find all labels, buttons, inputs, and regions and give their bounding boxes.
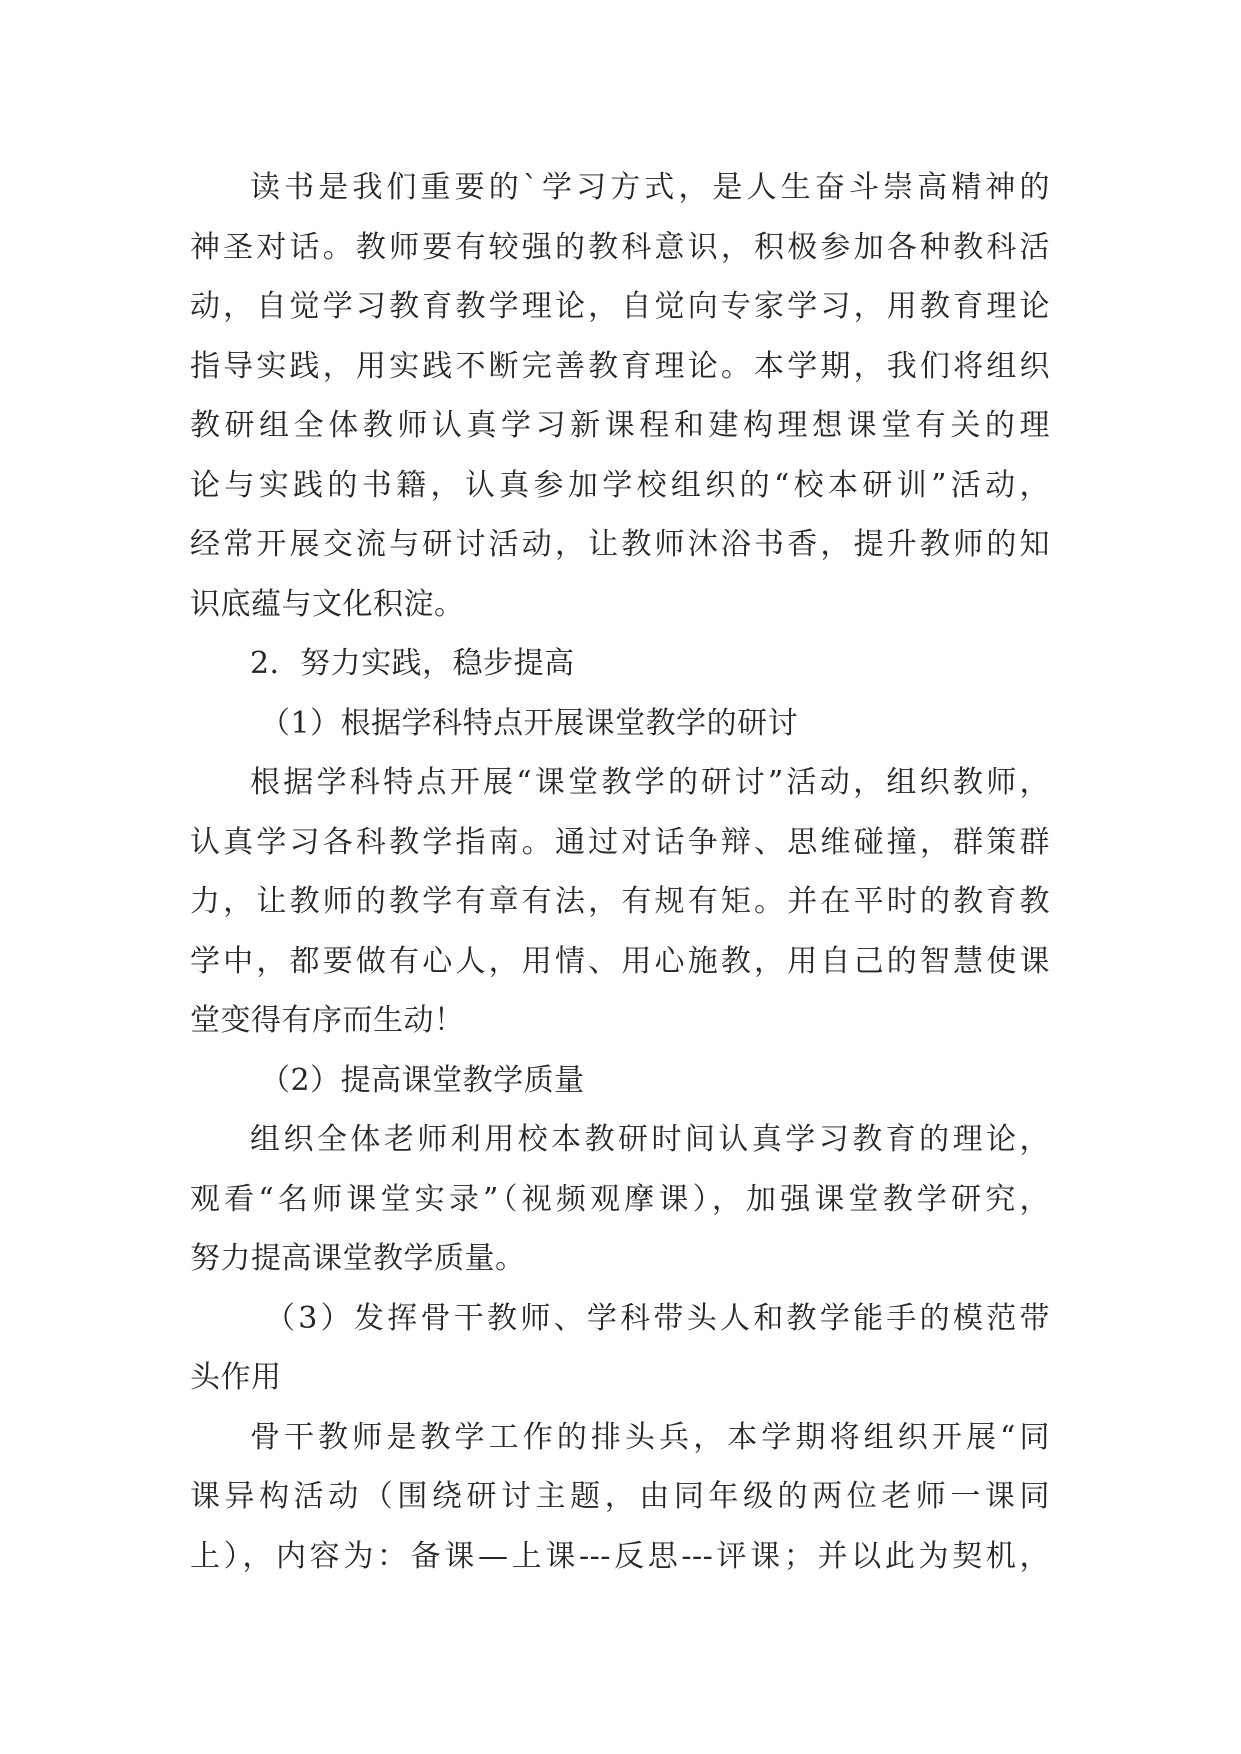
section-heading: 2．努力实践，稳步提高 <box>250 646 575 681</box>
subsection-heading-continued: 头作用 <box>190 1360 282 1395</box>
paragraph-line: 识底蕴与文化积淀。 <box>190 586 465 622</box>
document-body <box>190 158 1050 1586</box>
paragraph-line: 观看“名师课堂实录”（视频观摩课），加强课堂教学研究， <box>190 1181 1050 1217</box>
paragraph-line: 根据学科特点开展“课堂教学的研讨”活动，组织教师， <box>250 765 1050 800</box>
paragraph-line: 认真学习各科教学指南。通过对话争辩、思维碰撞，群策群 <box>190 824 1050 860</box>
paragraph-line: 经常开展交流与研讨活动，让教师沐浴书香，提升教师的知 <box>190 527 1050 562</box>
paragraph-line: 论与实践的书籍，认真参加学校组织的“校本研训”活动， <box>190 467 1050 503</box>
paragraph-line: 指导实践，用实践不断完善教育理论。本学期，我们将组织 <box>190 348 1050 384</box>
paragraph-line: 课异构活动（围绕研讨主题，由同年级的两位老师一课同 <box>190 1479 1050 1514</box>
paragraph-line: 上），内容为：备课—上课---反思---评课；并以此为契机， <box>190 1538 1050 1574</box>
paragraph-line: 组织全体老师利用校本教研时间认真学习教育的理论， <box>250 1122 1050 1157</box>
subsection-heading: （1）根据学科特点开展课堂教学的研讨 <box>260 705 799 741</box>
paragraph-line: 努力提高课堂教学质量。 <box>190 1241 526 1276</box>
paragraph-line: 学中，都要做有心人，用情、用心施教，用自己的智慧使课 <box>190 943 1050 979</box>
paragraph-line: 教研组全体教师认真学习新课程和建构理想课堂有关的理 <box>190 408 1050 443</box>
paragraph-line: 神圣对话。教师要有较强的教科意识，积极参加各种教科活 <box>190 229 1050 265</box>
paragraph-line: 堂变得有序而生动！ <box>190 1003 465 1038</box>
paragraph-line: 力，让教师的教学有章有法，有规有矩。并在平时的教育教 <box>190 884 1050 919</box>
paragraph-line: 动，自觉学习教育教学理论，自觉向专家学习，用教育理论 <box>190 289 1050 324</box>
subsection-heading: （2）提高课堂教学质量 <box>260 1062 585 1098</box>
paragraph-line: 读书是我们重要的`学习方式，是人生奋斗崇高精神的 <box>250 170 1050 205</box>
paragraph-line: 骨干教师是教学工作的排头兵，本学期将组织开展“同 <box>250 1419 1050 1455</box>
subsection-heading: （3）发挥骨干教师、学科带头人和教学能手的模范带 <box>265 1300 1050 1336</box>
